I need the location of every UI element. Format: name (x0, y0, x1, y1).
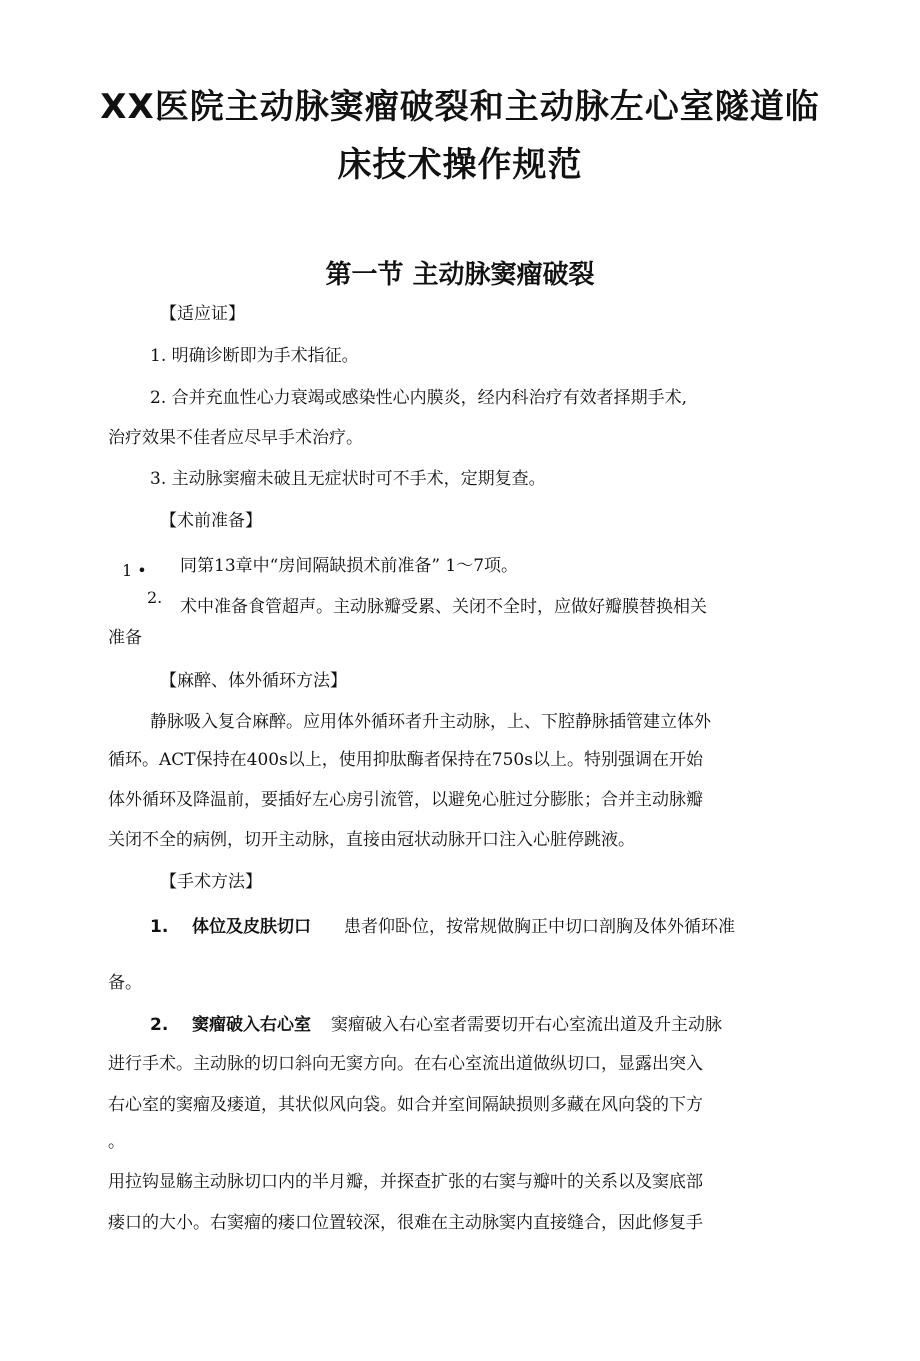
indication-item-2: 2. 合并充血性心力衰竭或感染性心内膜炎，经内科治疗有效者择期手术, (150, 388, 688, 408)
surgery-item-2-line-6: 瘘口的大小。右窦瘤的瘘口位置较深，很难在主动脉窦内直接缝合，因此修复手 (108, 1213, 703, 1233)
preop-heading: 【术前准备】 (160, 511, 262, 531)
preop-item-1-number: 1 • (122, 561, 147, 580)
anesthesia-paragraph-line-4: 关闭不全的病例，切开主动脉，直接由冠状动脉开口注入心脏停跳液。 (108, 830, 635, 850)
anesthesia-paragraph-line-3: 体外循环及降温前，要插好左心房引流管，以避免心脏过分膨胀；合并主动脉瓣 (108, 790, 703, 810)
surgery-item-2-line-5: 用拉钩显觞主动脉切口内的半月瓣，并探查扩张的右窦与瓣叶的关系以及窦底部 (108, 1172, 703, 1192)
indication-item-1: 1. 明确诊断即为手术指征。 (150, 346, 359, 366)
title-line-1: XX医院主动脉窦瘤破裂和主动脉左心室隧道临 (100, 87, 820, 127)
surgery-item-2-line-4: 。 (108, 1132, 125, 1152)
indication-item-2-cont: 治疗效果不佳者应尽早手术治疗。 (108, 428, 363, 448)
anesthesia-paragraph-line-2: 循环。ACT保持在400s以上，使用抑肽酶者保持在750s以上。特别强调在开始 (108, 750, 703, 770)
surgery-item-2-number: 2. (150, 1015, 169, 1035)
title-line-2: 床技术操作规范 (337, 145, 583, 185)
preop-item-1: 同第13章中“房间隔缺损术前准备” 1～7项。 (180, 556, 519, 576)
surgery-item-2-title: 窦瘤破入右心室 (192, 1015, 311, 1035)
surgery-item-2-text: 窦瘤破入右心室者需要切开右心室流出道及升主动脉 (331, 1015, 722, 1035)
anesthesia-heading: 【麻醉、体外循环方法】 (160, 671, 347, 691)
anesthesia-paragraph-line-1: 静脉吸入复合麻醉。应用体外循环者升主动脉，上、下腔静脉插管建立体外 (150, 712, 711, 732)
surgery-item-1-title: 体位及皮肤切口 (192, 917, 311, 937)
preop-item-2-number: 2. (147, 588, 163, 607)
document-title (60, 78, 860, 194)
section-title: 第一节 主动脉窦瘤破裂 (325, 260, 595, 290)
indication-item-3: 3. 主动脉窦瘤未破且无症状时可不手术，定期复查。 (150, 469, 546, 489)
surgery-heading: 【手术方法】 (160, 872, 262, 892)
preop-item-2: 术中准备食管超声。主动脉瓣受累、关闭不全时，应做好瓣膜替换相关 (180, 597, 707, 617)
surgery-item-1-text: 患者仰卧位，按常规做胸正中切口剖胸及体外循环准 (344, 917, 735, 937)
surgery-item-1-number: 1. (150, 917, 169, 937)
surgery-item-1-cont: 备。 (108, 973, 142, 993)
surgery-item-2-line-2: 进行手术。主动脉的切口斜向无窦方向。在右心室流出道做纵切口，显露出突入 (108, 1054, 703, 1074)
indications-heading: 【适应证】 (160, 304, 245, 324)
surgery-item-2-line-3: 右心室的窦瘤及瘘道，其状似风向袋。如合并室间隔缺损则多藏在风向袋的下方 (108, 1095, 703, 1115)
preop-item-2-cont: 准备 (108, 628, 142, 648)
